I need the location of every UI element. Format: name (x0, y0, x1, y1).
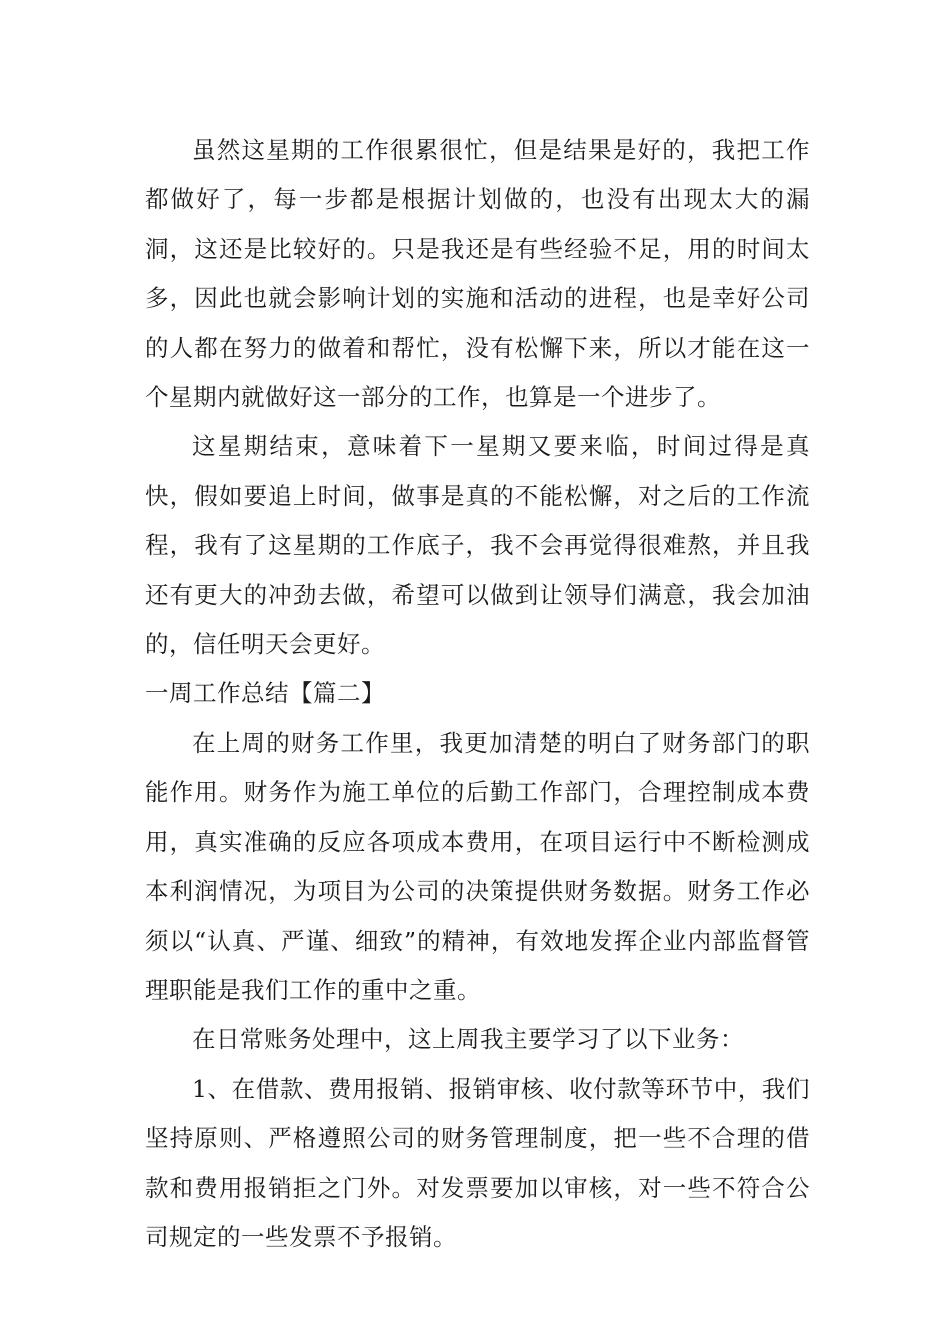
section-heading: 一周工作总结【篇二】 (145, 679, 385, 708)
paragraph-4: 在日常账务处理中，这上周我主要学习了以下业务： (192, 1025, 744, 1054)
list-item-1: 1、在借款、费用报销、报销审核、收付款等环节中，我们坚持原则、严格遵照公司的财务管理制度，把一些不合理的借款和费用报销拒之门外。对发票要加以审核，对一些不符合公司规定的一些发票不予报销。 (145, 1074, 810, 1251)
paragraph-3: 在上周的财务工作里，我更加清楚的明白了财务部门的职能作用。财务作为施工单位的后勤工作部门，合理控制成本费用，真实准确的反应各项成本费用，在项目运行中不断检测成本利润情况，为项目为公司的决策提供财务数据。财务工作必须以“认真、严谨、细致”的精神，有效地发挥企业内部监督管理职能是我们工作的重中之重。 (145, 728, 810, 1004)
paragraph-1: 虽然这星期的工作很累很忙，但是结果是好的，我把工作都做好了，每一步都是根据计划做的，也没有出现太大的漏洞，这还是比较好的。只是我还是有些经验不足，用的时间太多，因此也就会影响计划的实施和活动的进程，也是幸好公司的人都在努力的做着和帮忙，没有松懈下来，所以才能在这一个星期内就做好这一部分的工作，也算是一个进步了。 (145, 136, 810, 412)
document-body (145, 126, 810, 1262)
paragraph-2: 这星期结束，意味着下一星期又要来临，时间过得是真快，假如要追上时间，做事是真的不能松懈，对之后的工作流程，我有了这星期的工作底子，我不会再觉得很难熬，并且我还有更大的冲劲去做，希望可以做到让领导们满意，我会加油的，信任明天会更好。 (145, 432, 810, 659)
